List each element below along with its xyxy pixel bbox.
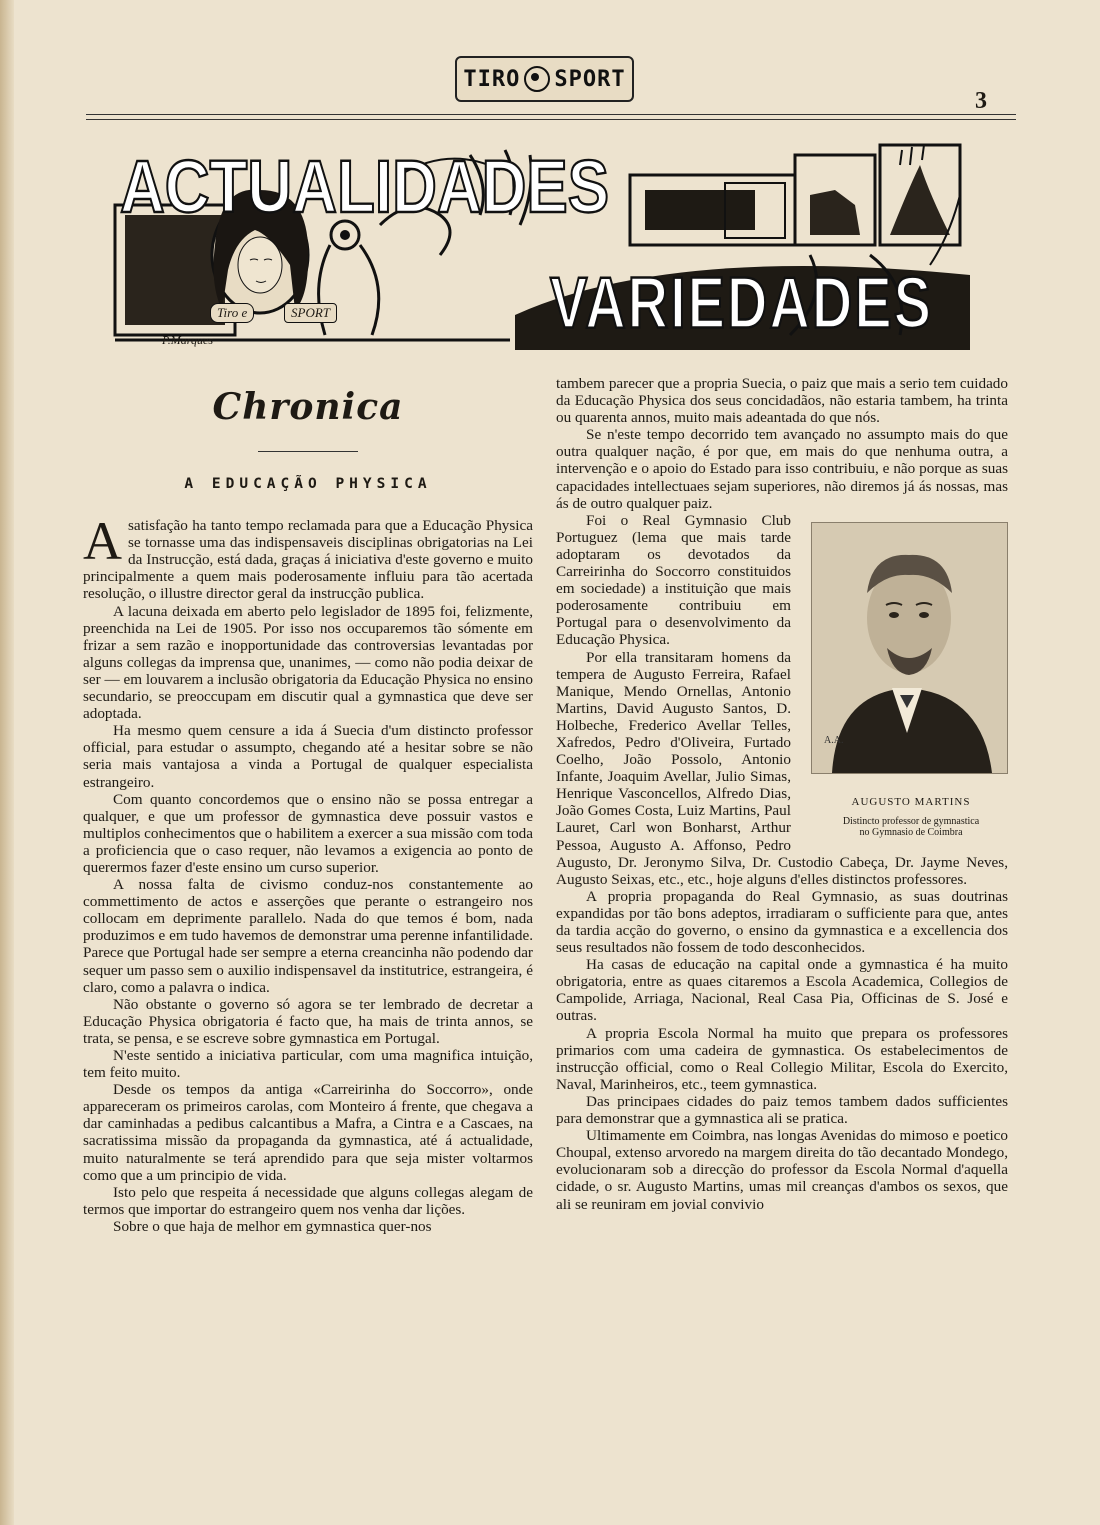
section-heading: A EDUCAÇÃO PHYSICA	[184, 476, 432, 492]
paragraph: Não obstante o governo só agora se ter lembrado de decretar a Educação Physica obrigatoria é facto que, ha mais de trinta annos, se trata, se pensa, e se escreve sobre gymnastica em Portugal.	[83, 995, 533, 1047]
paragraph: Por ella transitaram homens da tempera de Augusto Ferreira, Rafael Manique, Mendo Ornellas, Antonio Martins, David Augusto Santos, D. Holbeche, Frederico Avellar Telles, Xafredos, Pedro d'Oliveira, Furtado Coelho, João Possolo, Antonio Infante, Joaquim Avellar, Julio Simas, Henrique Vasconcellos, Alfredo Dias, João Gomes Costa, Luiz Martins, Paul Lauret, Carl won Bonharst, Arthur Pessoa, Augusto A. Affonso, Pedro Augusto, Dr. Jeronymo Silva, Dr. Custodio Cabeça, Dr. Jayme Neves, Augusto Seixas, etc., etc., hoje alguns d'elles distinctos professores.	[556, 648, 1008, 888]
photo-signature: A.A.	[824, 734, 844, 746]
header-rule	[86, 119, 1016, 120]
banner-signature: P.Marques	[162, 333, 213, 347]
banner-title-variedades: VARIEDADES	[550, 261, 934, 344]
paragraph: N'este sentido a iniciativa particular, com uma magnifica intuição, tem feito muito.	[83, 1047, 533, 1082]
target-emblem-icon	[524, 66, 550, 92]
section-banner	[110, 135, 970, 360]
paragraph: Sobre o que haja de melhor em gymnastica quer-nos	[113, 1217, 432, 1235]
banner-monogram-right: SPORT	[284, 303, 337, 323]
portrait-photo	[811, 522, 1008, 774]
paragraph: A lacuna deixada em aberto pelo legislador de 1895 foi, felizmente, preenchida na Lei de 1905. Por isso nos occuparemos tão sómente em frizar a sem razão e inopportunidade das controversias levantadas por alguns collegas da imprensa que, unanimes, — como não podia deixar de ser — em louvarem a inclusão obrigatoria da Educação Physica no ensino secundario, se preoccupam em discutir qual a gymnastica que deve ser adoptada.	[83, 602, 533, 723]
paragraph: Asatisfação ha tanto tempo reclamada para que a Educação Physica se tornasse uma das indispensaveis disciplinas obrigatorias na Lei da Instrucção, está dada, graças á iniciativa d'este governo e muito principalmente a quem mais poderosamente influiu para tão acertada resolução, o illustre director geral da instrucção publica.	[83, 511, 533, 603]
photo-caption-description: Distincto professor de gymnastica no Gymnasio de Coimbra	[842, 815, 980, 838]
article-title: Chronica	[212, 386, 404, 428]
article-column-left	[83, 375, 533, 1235]
drop-cap: A	[83, 511, 122, 572]
paragraph: Isto pelo que respeita á necessidade que alguns collegas alegam de termos que importar do estrangeiro quem nos venha dar lições.	[83, 1183, 533, 1218]
page-number: 3	[975, 88, 987, 114]
paragraph: Foi o Real Gymnasio Club Portuguez (lema que mais tarde adoptaram os devotados da Carreirinha do Soccorro constituidos em sociedade) a instituição que mais poderosamente contribuiu em Portugal para o desenvolvimento da Educação Physica.	[556, 511, 791, 649]
paragraph: A propria propaganda do Real Gymnasio, as suas doutrinas expandidas por tão bons adeptos, irradiaram o sufficiente para que, antes da tardia acção do governo, o ensino da gymnastica e a excellencia dos seus resultados não fossem de todo desconhecidos.	[556, 887, 1008, 957]
paragraph: Com quanto concordemos que o ensino não se possa entregar a qualquer, e que um professor de gymnastica deve possuir vastos e multiplos conhecimentos que o habilitem a exercer a sua missão com toda a proficiencia que o caso requer, não levamos a exigencia ao ponto de querermos fazer d'este ensino um curso superior.	[83, 790, 534, 876]
masthead-right-text: SPORT	[554, 66, 626, 92]
paragraph: tambem parecer que a propria Suecia, o paiz que mais a serio tem cuidado da Educação Physica dos seus concidadãos, não estaria tambem, ha trinta ou quarenta annos, muito mais adeantada do que nós.	[556, 375, 1008, 427]
paragraph: A nossa falta de civismo conduz-nos constantemente ao commettimento de actos e asserções que perante o estrangeiro nos collocam em deprimente parallelo. Nada do que temos é bom, nada produzimos e em tudo havemos de demonstrar uma perenne infantilidade. Parece que Portugal hade ser sempre a eterna creancinha não podendo dar sequer um passo sem o auxilio indispensavel da institutrice, estrangeira, é claro, como a palavra o indica.	[83, 876, 533, 996]
page-edge	[0, 0, 14, 1525]
paragraph: Ha casas de educação na capital onde a gymnastica é ha muito obrigatoria, entre as quaes citaremos a Escola Academica, Collegios de Campolide, Arriaga, Nacional, Real Casa Pia, Officinas de S. José e outras.	[556, 956, 1008, 1025]
paragraph: Se n'este tempo decorrido tem avançado no assumpto mais do que outra qualquer nação, é por que, em mais do que nenhuma outra, a intervenção e o apoio do Estado para isso contribuiu, e não porque as suas capacidades intellectuaes sejam superiores, não diremos já ás nossas, mas ás de outro qualquer paiz.	[556, 426, 1008, 512]
banner-title-actualidades: ACTUALIDADES	[120, 146, 610, 229]
photo-caption-name: AUGUSTO MARTINS	[851, 795, 971, 808]
banner-monogram-left: Tiro e	[210, 303, 254, 323]
masthead-left-text: TIRO	[463, 66, 521, 92]
paragraph: Desde os tempos da antiga «Carreirinha do Soccorro», onde appareceram os primeiros carolas, com Monteiro á frente, que chegava a dar caminhadas a pedibus calcantibus a Mafra, a Cintra e a Cascaes, na sacratissima missão da propaganda da gymnastica, até á actualidade, muito naturalmente se terá aprendido para que seja mister voltarmos como que a um principio de vida.	[83, 1081, 533, 1184]
paragraph: Ha mesmo quem censure a ida á Suecia d'um distincto professor official, para estudar o assumpto, chegando até a hesitar sobre se não seria mais vantajosa a vinda a Portugal de qualquer especialista estrangeiro.	[83, 722, 533, 791]
header-rule	[86, 114, 1016, 115]
article-column-right	[556, 375, 1008, 1213]
man-portrait-icon	[812, 523, 1007, 773]
paragraph: Das principaes cidades do paiz temos tambem dados sufficientes para demonstrar que a gymnastica ali se pratica.	[556, 1092, 1008, 1128]
paragraph: Ultimamente em Coimbra, nas longas Avenidas do mimoso e poetico Choupal, extenso arvoredo na margem direita do tão decantado Mondego, evolucionaram sob a direcção do professor da Escola Normal d'aquella cidade, o sr. Augusto Martins, umas mil creanças d'ambos os sexos, que ali se reuniram em jovial convivio	[556, 1127, 1008, 1213]
title-divider	[258, 451, 358, 452]
masthead-logo	[455, 56, 634, 102]
paragraph: A propria Escola Normal ha muito que prepara os professores primarios com uma cadeira de gymnastica. Os estabelecimentos de instrucção official, como o Real Collegio Militar, Escola do Exercito, Naval, Marinheiros, etc., teem gymnastica.	[556, 1024, 1008, 1093]
portrait-figure	[811, 522, 1011, 838]
